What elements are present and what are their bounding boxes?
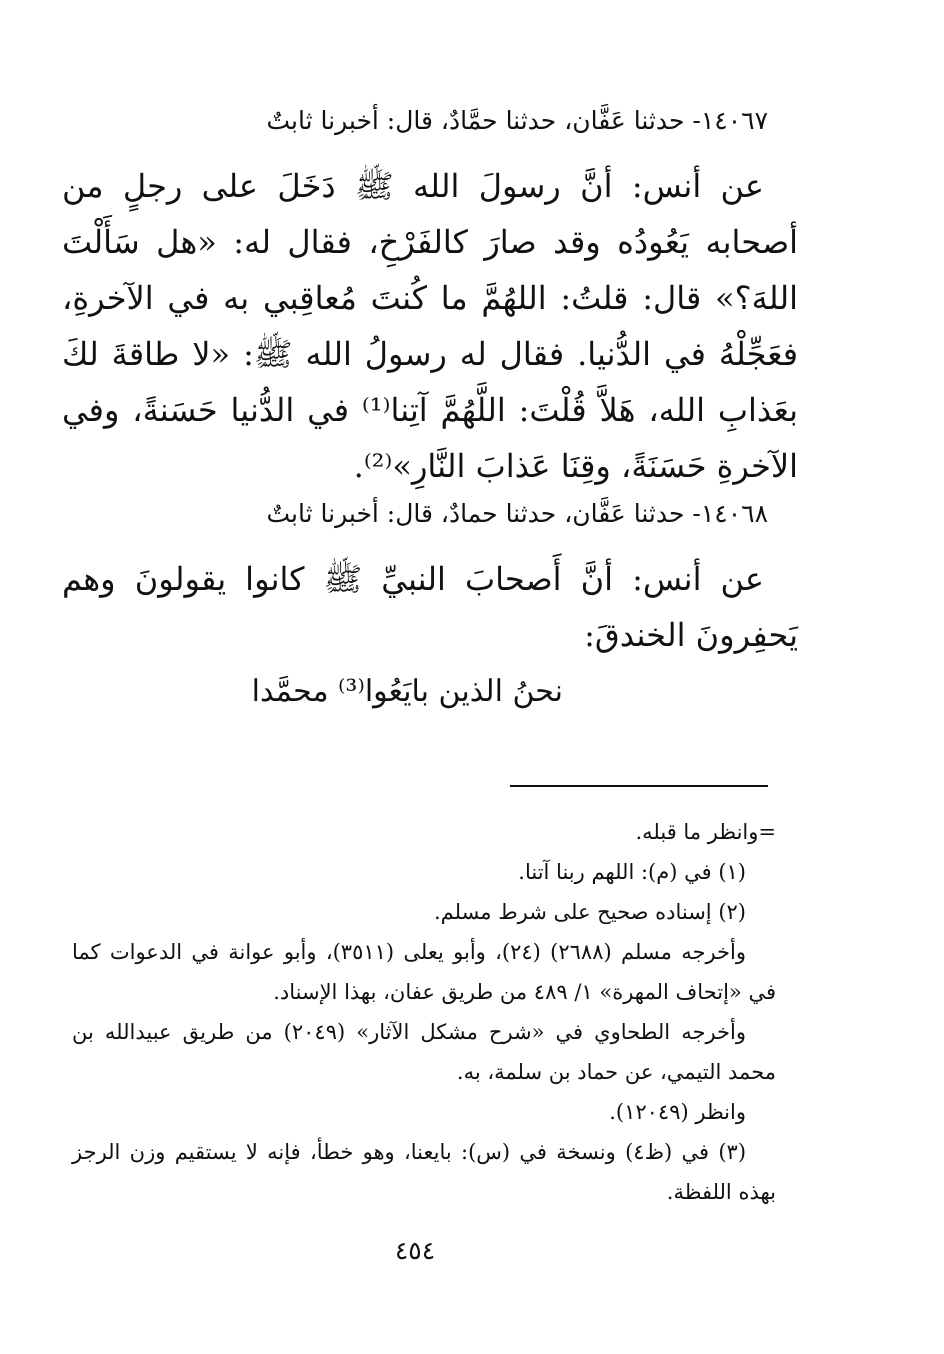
hadith-14067-body: عن أنس: أنَّ رسولَ الله ﷺ دَخَلَ على رجلٍ من أصحابه يَعُودُه وقد صارَ كالفَرْخِ، فقال له: «هل سَأَلْتَ اللهَ؟» قال: قلتُ: اللهُمَّ ما كُنتَ مُعاقِبي به في الآخرةِ، فعَجِّلْهُ في الدُّنيا. فقال له رسولُ الله ﷺ: «لا طاقةَ لكَ بعَذابِ الله، هَلاَّ قُلْتَ: اللَّهُمَّ آتِنا⁽¹⁾ في الدُّنيا حَسَنةً، وفي الآخرةِ حَسَنَةً، وقِنَا عَذابَ النَّارِ»⁽²⁾. xyxy=(62,167,799,485)
footnote-continuation: =وانظر ما قبله. xyxy=(635,820,776,844)
rajaz-verse: نحنُ الذين بايَعُوا⁽³⁾ محمَّدا xyxy=(251,674,563,709)
footnote-3: (٣) في (ظ٤) ونسخة في (س): بايعنا، وهو خطأ، فإنه لا يستقيم وزن الرجز بهذه اللفظة. xyxy=(72,1140,776,1204)
hadith-14068-body: عن أنس: أنَّ أَصحابَ النبيِّ ﷺ كانوا يقولونَ وهم يَحفِرونَ الخندقَ: xyxy=(62,560,798,654)
page-number: ٤٥٤ xyxy=(394,1236,436,1265)
footnote-2: (٢) إسناده صحيح على شرط مسلم. xyxy=(433,900,746,924)
footnote-2-takhrij-a: وأخرجه مسلم (٢٦٨٨) (٢٤)، وأبو يعلى (٣٥١١)، وأبو عوانة في الدعوات كما في «إتحاف المهرة» ١/ ٤٨٩ من طريق عفان، بهذا الإسناد. xyxy=(72,940,776,1004)
hadith-14067-text xyxy=(62,158,798,494)
footnote-2-see-also: وانظر (١٢٠٤٩). xyxy=(609,1100,746,1124)
footnote-separator xyxy=(510,785,768,787)
footnote-2-takhrij-b: وأخرجه الطحاوي في «شرح مشكل الآثار» (٢٠٤٩) من طريق عبيدالله بن محمد التيمي، عن حماد بن سلمة، به. xyxy=(72,1020,776,1084)
footnote-1: (١) في (م): اللهم ربنا آتنا. xyxy=(518,860,746,884)
footnotes xyxy=(72,812,776,1212)
book-page xyxy=(62,0,799,1354)
hadith-14068-text xyxy=(62,551,798,663)
hadith-14068-header: ١٤٠٦٨- حدثنا عَفَّان، حدثنا حمادٌ، قال: أخبرنا ثابتٌ xyxy=(266,499,768,528)
hadith-14067-header: ١٤٠٦٧- حدثنا عَفَّان، حدثنا حمَّادٌ، قال: أخبرنا ثابتٌ xyxy=(266,106,768,135)
